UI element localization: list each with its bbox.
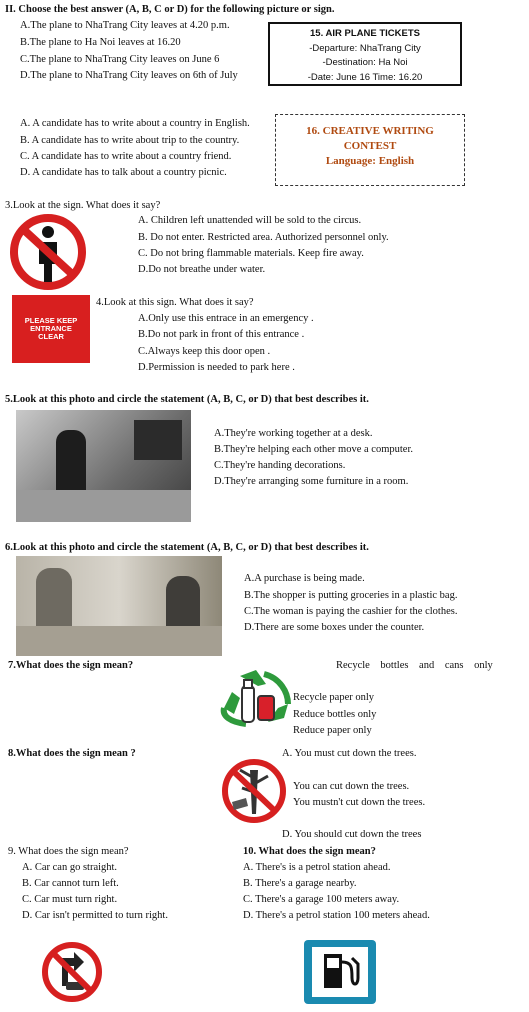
q5-question: 5.Look at this photo and circle the statement (A, B, C, or D) that best describes it.: [5, 394, 369, 405]
contest-line3: Language: English: [325, 155, 415, 167]
q2-option-a[interactable]: A. A candidate has to write about a country in English.: [20, 118, 250, 129]
office-photo: [16, 410, 191, 522]
ticket-destination: -Destination: Ha Noi: [322, 57, 408, 68]
q10-question: 10. What does the sign mean?: [243, 846, 376, 857]
q10-option-a[interactable]: A. There's is a petrol station ahead.: [243, 862, 391, 873]
q3-option-c[interactable]: C. Do not bring flammable materials. Keep fire away.: [138, 248, 364, 259]
q8-question: 8.What does the sign mean ?: [8, 748, 136, 759]
q3-option-a[interactable]: A. Children left unattended will be sold to the circus.: [138, 215, 362, 226]
q4-option-d[interactable]: D.Permission is needed to park here .: [138, 362, 295, 373]
ticket-title: 15. AIR PLANE TICKETS: [310, 28, 420, 39]
q1-option-d[interactable]: D.The plane to NhaTrang City leaves on 6th of July: [20, 70, 238, 81]
keep-entrance-clear-sign: [12, 295, 90, 363]
q2-option-b[interactable]: B. A candidate has to write about trip to the country.: [20, 135, 240, 146]
q9-option-a[interactable]: A. Car can go straight.: [22, 862, 118, 873]
q1-option-c[interactable]: C.The plane to NhaTrang City leaves on June 6: [20, 54, 220, 65]
writing-contest-sign: [275, 114, 465, 186]
q9-option-d[interactable]: D. Car isn't permitted to turn right.: [22, 910, 168, 921]
q5-option-a[interactable]: A.They're working together at a desk.: [214, 428, 373, 439]
petrol-station-icon: [302, 938, 378, 1006]
contest-line2: CONTEST: [343, 140, 397, 152]
section-heading: II. Choose the best answer (A, B, C or D) for the following picture or sign.: [5, 4, 335, 15]
q6-option-d[interactable]: D.There are some boxes under the counter.: [244, 622, 425, 633]
q6-option-b[interactable]: B.The shopper is putting groceries in a plastic bag.: [244, 590, 458, 601]
ticket-date: -Date: June 16 Time: 16.20: [307, 71, 423, 83]
no-entry-person-icon: [8, 212, 88, 292]
q10-option-d[interactable]: D. There's a petrol station 100 meters ahead.: [243, 910, 430, 921]
q10-option-c[interactable]: C. There's a garage 100 meters away.: [243, 894, 400, 905]
q2-option-d[interactable]: D. A candidate has to talk about a country picnic.: [20, 167, 227, 178]
q7-option-a[interactable]: Recycle bottles and cans only: [336, 660, 493, 671]
q9-option-b[interactable]: B. Car cannot turn left.: [22, 878, 119, 889]
q5-option-d[interactable]: D.They're arranging some furniture in a room.: [214, 476, 409, 487]
q8-option-a[interactable]: A. You must cut down the trees.: [282, 748, 417, 759]
q7-option-c[interactable]: Reduce bottles only: [293, 709, 377, 720]
q4-question: 4.Look at this sign. What does it say?: [96, 297, 254, 308]
q3-question: 3.Look at the sign. What does it say?: [5, 200, 161, 211]
sign-line3: CLEAR: [38, 332, 64, 341]
q3-option-b[interactable]: B. Do not enter. Restricted area. Authorized personnel only.: [138, 232, 389, 243]
q4-option-a[interactable]: A.Only use this entrace in an emergency .: [138, 313, 314, 324]
q10-option-b[interactable]: B. There's a garage nearby.: [243, 878, 357, 889]
air-plane-ticket: [268, 22, 462, 86]
no-tree-cutting-icon: [218, 758, 290, 824]
sign-line1: PLEASE KEEP: [24, 316, 78, 325]
shop-photo: [16, 556, 222, 656]
q6-question: 6.Look at this photo and circle the statement (A, B, C, or D) that best describes it.: [5, 542, 369, 553]
q4-option-c[interactable]: C.Always keep this door open .: [138, 346, 271, 357]
ticket-departure: -Departure: NhaTrang City: [309, 42, 421, 54]
q2-option-c[interactable]: C. A candidate has to write about a country friend.: [20, 151, 232, 162]
q1-option-b[interactable]: B.The plane to Ha Noi leaves at 16.20: [20, 37, 181, 48]
no-right-turn-icon: [40, 940, 104, 1004]
q8-option-b[interactable]: You can cut down the trees.: [293, 781, 410, 792]
q3-option-d[interactable]: D.Do not breathe under water.: [138, 264, 266, 275]
q9-option-c[interactable]: C. Car must turn right.: [22, 894, 118, 905]
q4-option-b[interactable]: B.Do not park in front of this entrance .: [138, 329, 305, 340]
recycle-icon: [218, 668, 294, 728]
contest-line1: 16. CREATIVE WRITING: [306, 125, 434, 137]
q7-option-d[interactable]: Reduce paper only: [293, 725, 372, 736]
q9-question: 9. What does the sign mean?: [8, 846, 129, 857]
q6-option-a[interactable]: A.A purchase is being made.: [244, 573, 365, 584]
q5-option-c[interactable]: C.They're handing decorations.: [214, 460, 346, 471]
sign-line2: ENTRANCE: [30, 324, 72, 333]
q8-option-d[interactable]: D. You should cut down the trees: [282, 829, 422, 840]
q7-option-b[interactable]: Recycle paper only: [293, 692, 375, 703]
q6-option-c[interactable]: C.The woman is paying the cashier for the clothes.: [244, 606, 458, 617]
q5-option-b[interactable]: B.They're helping each other move a computer.: [214, 444, 413, 455]
q1-option-a[interactable]: A.The plane to NhaTrang City leaves at 4.20 p.m.: [20, 20, 230, 31]
q8-option-c[interactable]: You mustn't cut down the trees.: [293, 797, 426, 808]
q7-question: 7.What does the sign mean?: [8, 660, 134, 671]
